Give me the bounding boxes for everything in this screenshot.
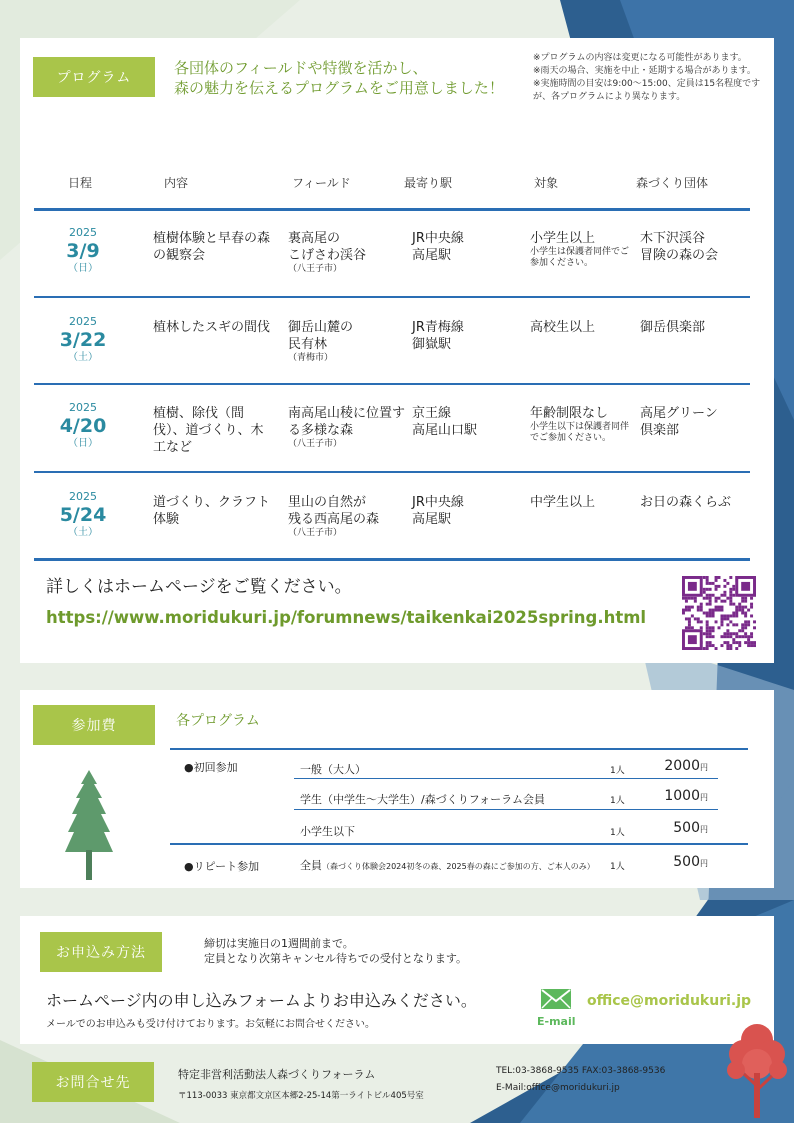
row-target-note: 小学生は保護者同伴でご参加ください。	[530, 247, 630, 268]
row-month-day: 3/9	[66, 240, 100, 262]
row-content: 道づくり、クラフト体験	[153, 495, 271, 527]
table-top-rule	[34, 208, 750, 211]
header-content: 内容	[164, 176, 189, 190]
note-line: ※雨天の場合、実施を中止・延期する場合があります。	[533, 66, 756, 76]
row-target-main: 高校生以上	[530, 320, 596, 335]
fee-item-name	[300, 857, 595, 873]
apply-sub-text: メールでのお申込みも受け付けております。お気軽にお問合せください。	[46, 1019, 375, 1030]
row-target	[530, 319, 630, 336]
fee-amount-yen: 円	[700, 793, 708, 802]
repeat-label: ●リピート参加	[184, 860, 260, 873]
row-date	[50, 490, 116, 539]
row-org: 木下沢渓谷 冒険の森の会	[640, 231, 719, 263]
row-field-name: 里山の自然が 残る西高尾の森	[288, 495, 380, 527]
fee-item-unit: 1人	[610, 862, 625, 872]
fee-row-divider	[294, 809, 718, 810]
fee-row-divider	[294, 778, 718, 779]
note-line: ※実施時間の目安は9:00～15:00、定員は15名程度ですが、各プログラムにより異なります。	[533, 79, 761, 102]
fee-item-unit: 1人	[610, 766, 625, 776]
row-field	[288, 405, 406, 450]
row-target	[530, 494, 630, 511]
tree-icon	[64, 770, 114, 882]
header-field: フィールド	[292, 176, 351, 190]
program-url-link[interactable]: https://www.moridukuri.jp/forumnews/taikenkai2025spring.html	[46, 608, 647, 627]
red-tree-icon	[726, 1018, 788, 1118]
more-info-text: 詳しくはホームページをご覧ください。	[46, 577, 352, 597]
row-field-name: 南高尾山稜に位置する多様な森	[288, 406, 406, 438]
fee-top-rule	[170, 748, 748, 750]
fee-item-amount	[638, 820, 708, 836]
fee-amount-yen: 円	[700, 763, 708, 772]
row-target	[530, 405, 630, 444]
intro-line: 森の魅力を伝えるプログラムをご用意しました！	[174, 79, 504, 97]
fee-item-name	[300, 823, 355, 839]
organization-name: 特定非営利活動法人森づくりフォーラム	[178, 1068, 376, 1081]
row-field-city: （八王子市）	[288, 528, 343, 538]
fee-amount-value: 500	[673, 820, 700, 836]
row-weekday: （土）	[68, 352, 98, 363]
row-year: 2025	[69, 401, 97, 414]
row-year: 2025	[69, 490, 97, 503]
row-field	[288, 319, 406, 364]
apply-main-text: ホームページ内の申し込みフォームよりお申込みください。	[46, 991, 477, 1010]
row-field	[288, 494, 406, 539]
row-station: JR中央線 高尾駅	[412, 231, 464, 263]
row-target-main: 年齢制限なし	[530, 406, 609, 421]
deadline-text	[204, 936, 467, 966]
row-month-day: 3/22	[59, 329, 107, 351]
contact-email[interactable]: E-Mail:office@moridukuri.jp	[496, 1083, 620, 1093]
row-station: JR中央線 高尾駅	[412, 495, 464, 527]
organization-address: 〒113-0033 東京都文京区本郷2-25-14第一ライトビル405号室	[178, 1091, 424, 1101]
row-date	[50, 315, 116, 364]
fee-panel	[20, 690, 774, 888]
qr-code-icon	[682, 576, 756, 650]
fee-amount-value: 1000	[664, 788, 700, 804]
row-date	[50, 226, 116, 275]
row-org: 御岳倶楽部	[640, 320, 706, 335]
row-month-day: 5/24	[59, 504, 107, 526]
header-date: 日程	[68, 176, 93, 190]
row-year: 2025	[69, 315, 97, 328]
row-field-city: （八王子市）	[288, 264, 343, 274]
fee-item-label: 全員	[300, 859, 322, 872]
fee-amount-yen: 円	[700, 859, 708, 868]
email-caption: E-mail	[537, 1015, 576, 1028]
row-divider	[34, 471, 750, 473]
row-content: 植樹体験と早春の森の観察会	[153, 231, 271, 263]
fee-item-amount	[638, 788, 708, 804]
mail-icon	[540, 988, 572, 1010]
first-time-label: ●初回参加	[184, 761, 238, 774]
row-weekday: （日）	[68, 438, 98, 449]
fee-mid-rule	[170, 843, 748, 845]
contact-label: お問合せ先	[32, 1062, 154, 1102]
header-org: 森づくり団体	[636, 176, 709, 190]
fee-item-unit: 1人	[610, 796, 625, 806]
deadline-line: 締切は実施日の1週間前まで。	[204, 937, 354, 950]
program-panel	[20, 38, 774, 663]
program-label: プログラム	[33, 57, 155, 97]
fee-item-amount	[638, 758, 708, 774]
row-target-main: 小学生以上	[530, 231, 596, 246]
row-target-main: 中学生以上	[530, 495, 596, 510]
fee-label: 参加費	[33, 705, 155, 745]
row-target	[530, 230, 630, 269]
fee-amount-yen: 円	[700, 825, 708, 834]
row-content: 植樹、除伐（間伐）、道づくり、木工など	[153, 406, 264, 455]
email-link[interactable]: office@moridukuri.jp	[587, 993, 752, 1009]
row-field-name: 裏高尾の こげさわ渓谷	[288, 231, 367, 263]
row-content: 植林したスギの間伐	[153, 320, 271, 335]
intro-line: 各団体のフィールドや特徴を活かし、	[174, 59, 428, 77]
row-station: JR青梅線 御嶽駅	[412, 320, 464, 352]
row-year: 2025	[69, 226, 97, 239]
header-target: 対象	[534, 176, 559, 190]
row-field-name: 御岳山麓の 民有林	[288, 320, 354, 352]
fee-amount-value: 2000	[664, 758, 700, 774]
fee-item-amount	[638, 854, 708, 870]
row-weekday: （土）	[68, 527, 98, 538]
fee-item-label: 学生（中学生～大学生）/森づくりフォーラム会員	[300, 793, 546, 806]
fee-item-label: 一般（大人）	[300, 763, 366, 776]
fee-item-note: （森づくり体験会2024初冬の森、2025春の森にご参加の方、ご本人のみ）	[322, 862, 595, 871]
row-month-day: 4/20	[59, 415, 107, 437]
row-date	[50, 401, 116, 450]
phone-fax: TEL:03-3868-9535 FAX:03-3868-9536	[496, 1066, 666, 1076]
fee-title: 各プログラム	[176, 713, 260, 729]
header-station: 最寄り駅	[404, 176, 453, 190]
row-station: 京王線 高尾山口駅	[412, 406, 478, 438]
table-bottom-rule	[34, 558, 750, 561]
row-weekday: （日）	[68, 263, 98, 274]
apply-label: お申込み方法	[40, 932, 162, 972]
row-field-city: （八王子市）	[288, 439, 343, 449]
deadline-line: 定員となり次第キャンセル待ちでの受付となります。	[204, 952, 468, 965]
apply-panel	[20, 916, 774, 1044]
row-field	[288, 230, 406, 275]
row-org: 高尾グリーン 倶楽部	[640, 406, 718, 438]
row-divider	[34, 296, 750, 298]
fee-item-name	[300, 791, 545, 807]
fee-item-unit: 1人	[610, 828, 625, 838]
fee-amount-value: 500	[673, 854, 700, 870]
row-org: お日の森くらぶ	[640, 495, 732, 510]
fee-item-name	[300, 761, 366, 777]
row-target-note: 小学生以下は保護者同伴でご参加ください。	[530, 422, 630, 443]
row-field-city: （青梅市）	[288, 353, 334, 363]
row-divider	[34, 383, 750, 385]
fee-item-label: 小学生以下	[300, 825, 355, 838]
note-line: ※プログラムの内容は変更になる可能性があります。	[533, 53, 747, 63]
program-intro	[174, 58, 504, 98]
program-notes	[533, 52, 763, 104]
